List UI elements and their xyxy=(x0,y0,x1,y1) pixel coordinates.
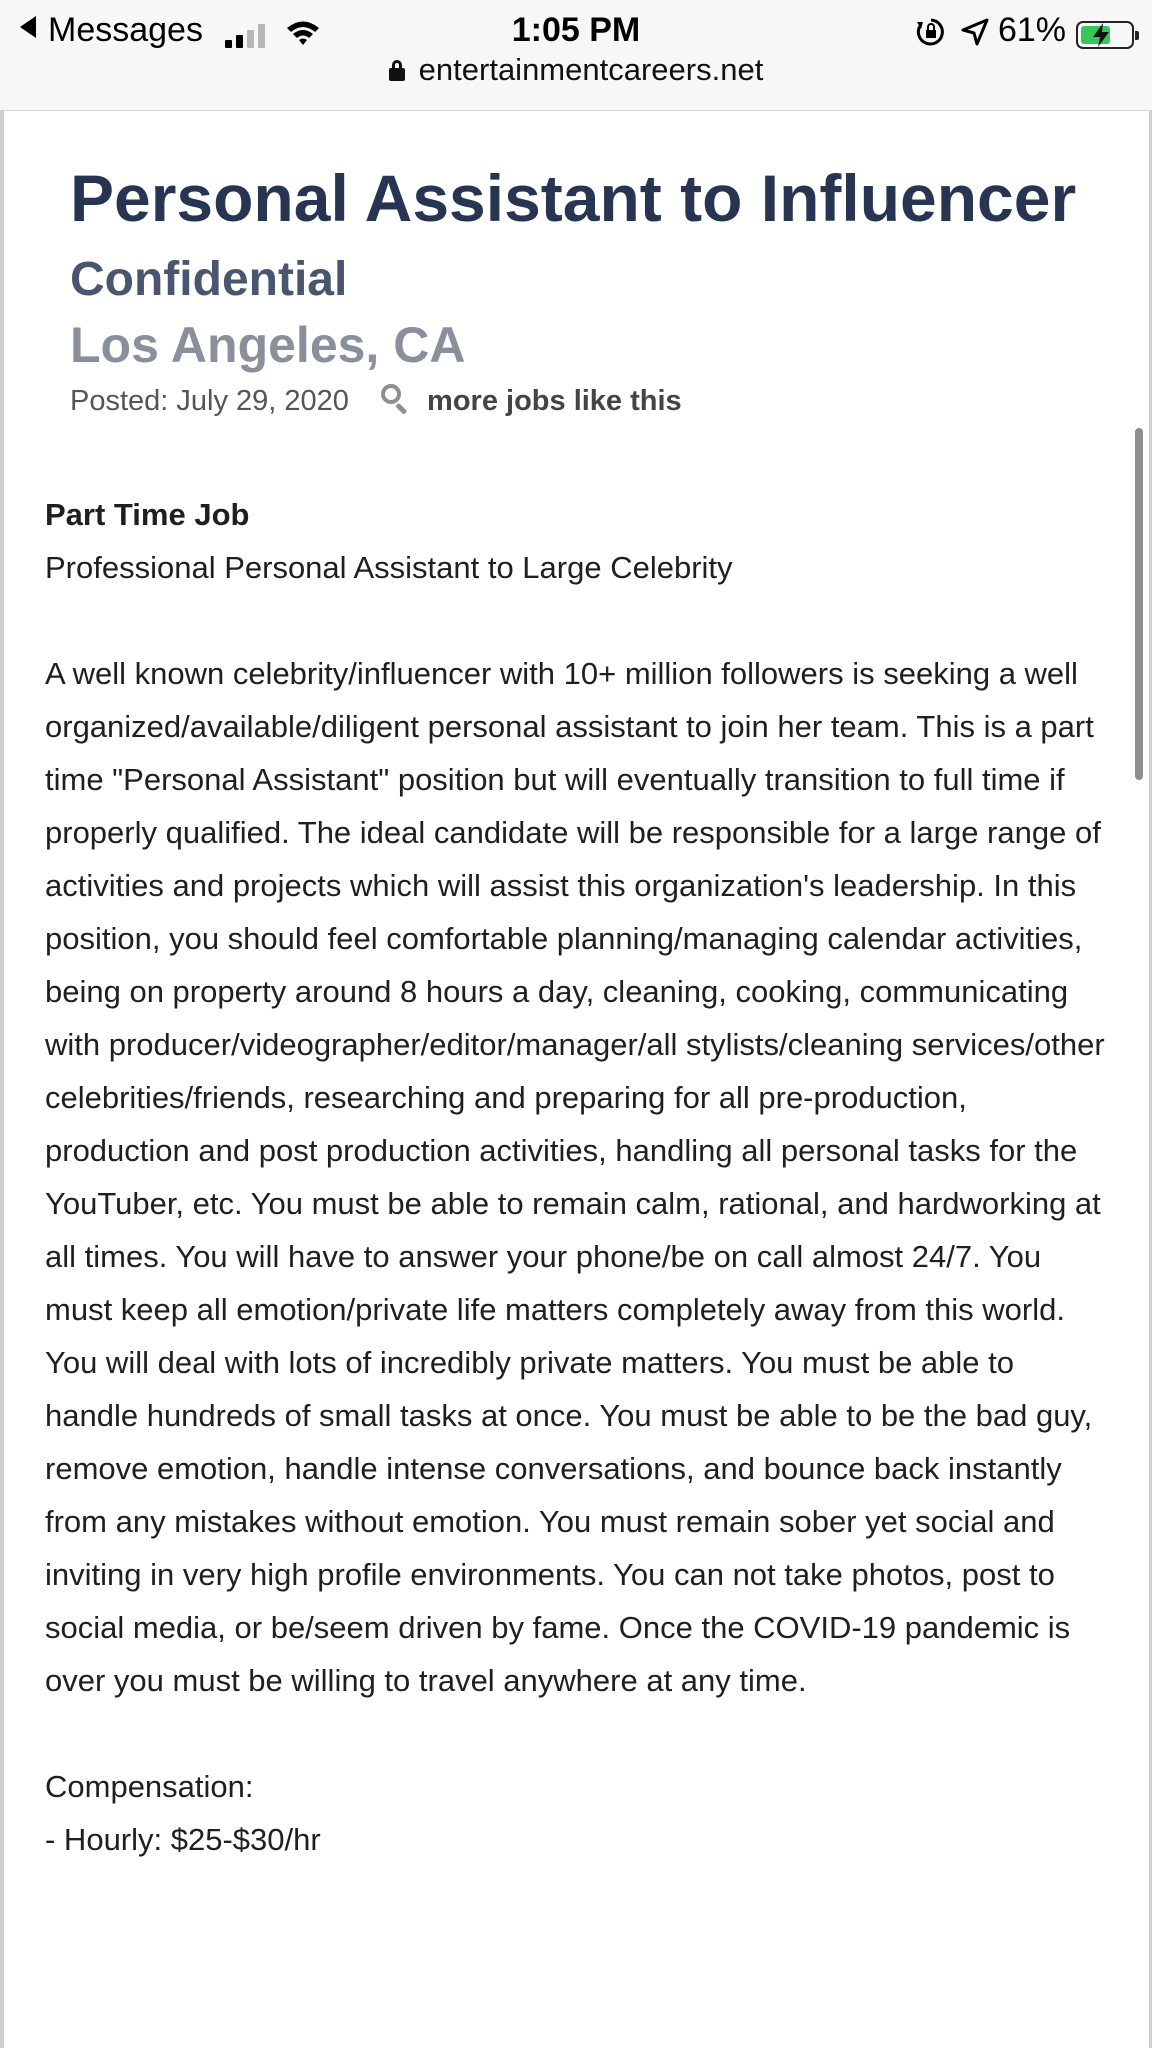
orientation-lock-icon xyxy=(915,16,947,48)
lock-icon xyxy=(389,60,405,81)
status-bar xyxy=(0,0,1152,111)
company-name: Confidential xyxy=(70,253,348,306)
url-domain: entertainmentcareers.net xyxy=(418,52,764,87)
address-bar[interactable] xyxy=(0,52,1152,88)
page-border-left xyxy=(0,111,4,2048)
scrollbar-thumb[interactable] xyxy=(1135,428,1143,780)
battery-charging-icon xyxy=(1076,21,1134,49)
more-jobs-link[interactable]: more jobs like this xyxy=(427,385,682,417)
location-arrow-icon xyxy=(960,17,990,47)
compensation-heading: Compensation: xyxy=(45,1769,254,1804)
battery-percent: 61% xyxy=(997,11,1066,49)
job-description-body xyxy=(45,488,1105,1866)
job-subtitle: Professional Personal Assistant to Large Celebrity xyxy=(45,550,733,585)
job-description: A well known celebrity/influencer with 10+ million followers is seeking a well organized/available/diligent personal assistant to join her team. This is a part time "Personal Assistant" position but will eventually transition to full time if properly qualified. The ideal candidate will be responsible for a large range of activities and projects which will assist this organization's leadership. In this position, you should feel comfortable planning/managing calendar activities, being on property around 8 hours a day, cleaning, cooking, communicating with producer/videographer/editor/manager/all stylists/cleaning services/other celebrities/friends, researching and preparing for all pre-production, production and post production activities, handling all personal tasks for the YouTuber, etc. You must be able to remain calm, rational, and hardworking at all times. You will have to answer your phone/be on call almost 24/7. You must keep all emotion/private life matters completely away from this world. You will deal with lots of incredibly private matters. You must be able to handle hundreds of small tasks at once. You must be able to be the bad guy, remove emotion, handle intense conversations, and bounce back instantly from any mistakes without emotion. You must remain sober yet social and inviting in very high profile environments. You can not take photos, post to social media, or be/seem driven by fame. Once the COVID-19 pandemic is over you must be willing to travel anywhere at any time. xyxy=(45,656,1105,1698)
job-type: Part Time Job xyxy=(45,497,250,532)
search-icon[interactable] xyxy=(381,384,411,414)
compensation-hourly: - Hourly: $25-$30/hr xyxy=(45,1822,321,1857)
back-label: Messages xyxy=(48,11,203,49)
posted-date: Posted: July 29, 2020 xyxy=(70,385,349,417)
posted-row xyxy=(70,384,682,418)
job-title: Personal Assistant to Influencer xyxy=(70,161,1077,235)
job-location: Los Angeles, CA xyxy=(70,317,466,373)
clock: 1:05 PM xyxy=(511,11,641,49)
